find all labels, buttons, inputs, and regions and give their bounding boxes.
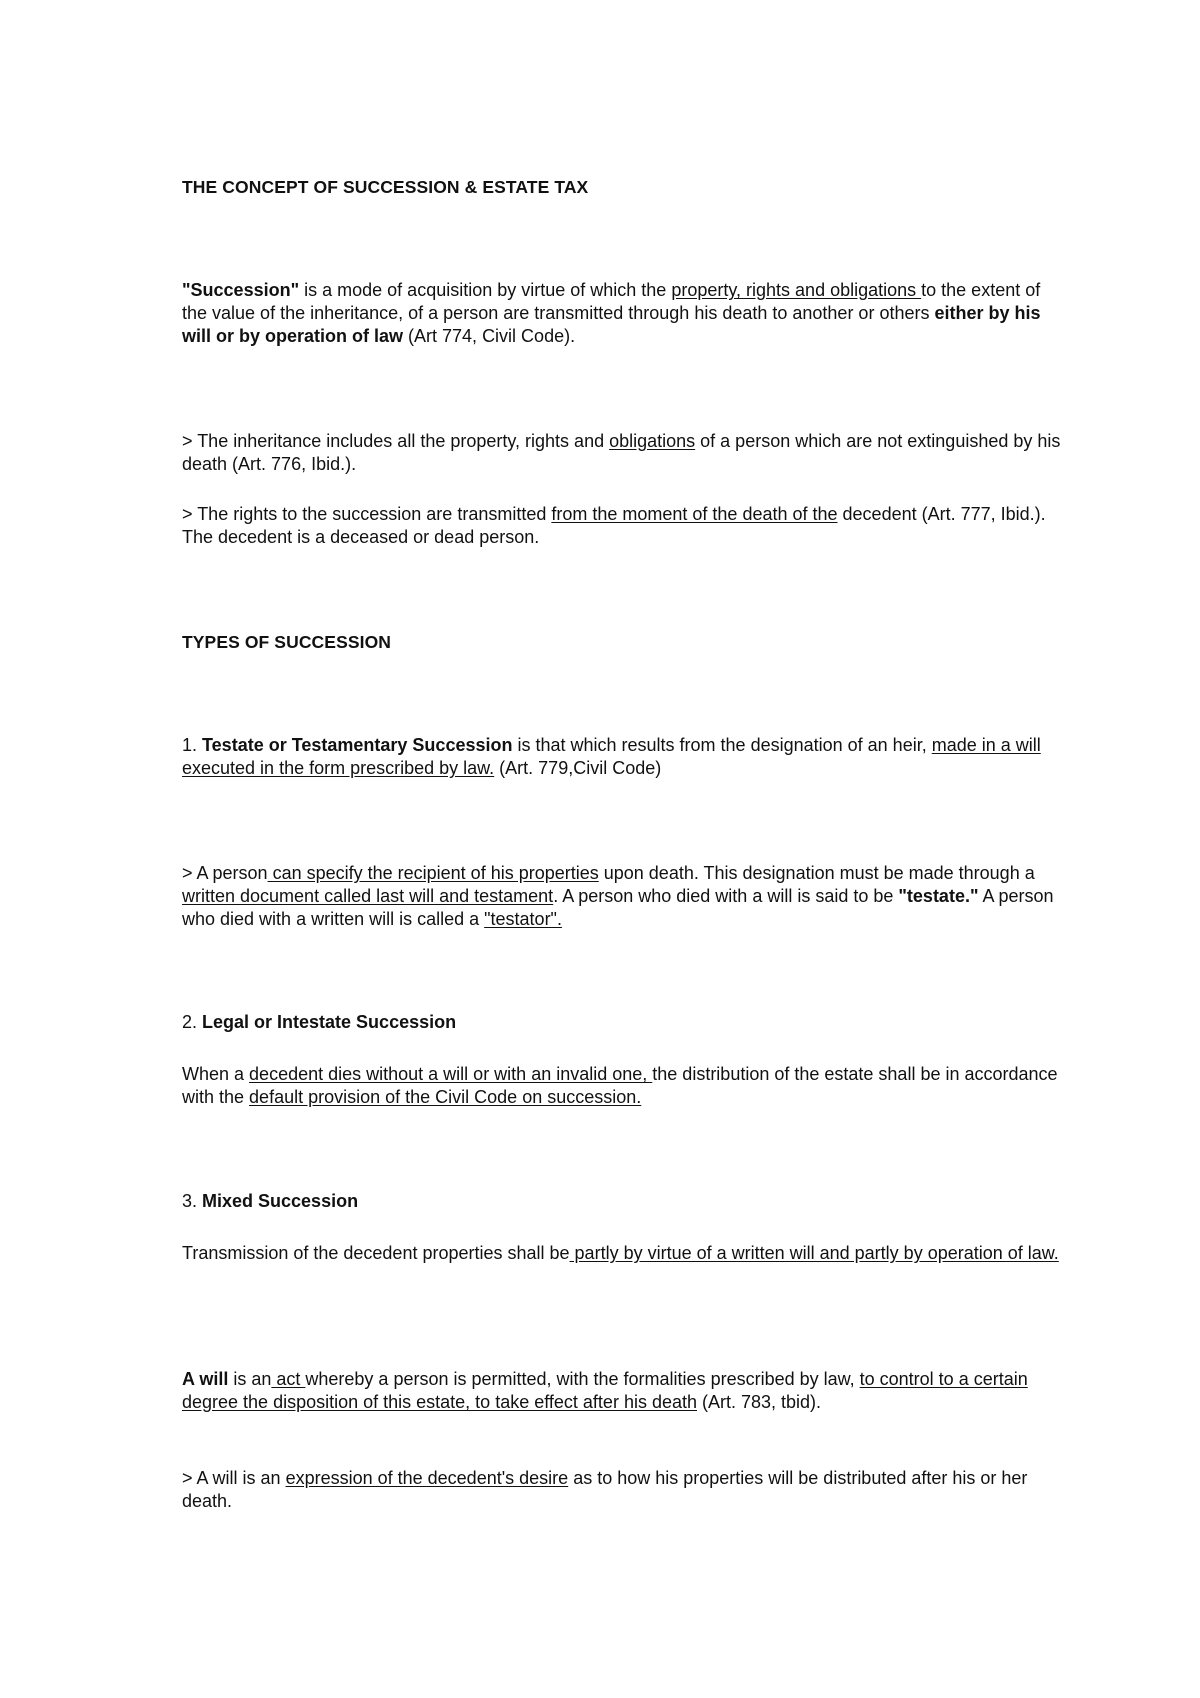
mixed-succession-paragraph <box>182 1242 1062 1265</box>
bold-text: A will <box>182 1369 229 1389</box>
underlined-text: obligations <box>609 431 696 451</box>
will-definition-paragraph <box>182 1368 1062 1414</box>
intestate-paragraph <box>182 1063 1062 1109</box>
text-run: (Art. 783, tbid). <box>697 1392 822 1412</box>
text-run: 1. <box>182 735 203 755</box>
text-run: > The inheritance includes all the property, rights and <box>182 431 610 451</box>
text-run: as to how his properties will be distributed after his or her death. <box>182 1468 1028 1511</box>
document-title: THE CONCEPT OF SUCCESSION & ESTATE TAX <box>182 177 589 197</box>
underlined-text: decedent dies without a will or with an invalid one, <box>249 1064 653 1084</box>
text-run: (Art 774, Civil Code). <box>403 326 576 346</box>
text-run: decedent (Art. 777, Ibid.). The decedent is a deceased or dead person. <box>182 504 1046 547</box>
text-run: > A person <box>182 863 268 883</box>
mixed-succession-heading <box>182 1190 1062 1213</box>
succession-definition-paragraph <box>182 279 1062 348</box>
underlined-text: partly by virtue of a written will and partly by operation of law. <box>569 1243 1059 1263</box>
underlined-text: made in a will executed in the form prescribed by law. <box>182 735 1041 778</box>
underlined-text: property, rights and obligations <box>671 280 922 300</box>
text-run: 3. <box>182 1191 203 1211</box>
text-run: When a <box>182 1064 250 1084</box>
text-run: (Art. 779,Civil Code) <box>494 758 662 778</box>
testator-paragraph <box>182 862 1062 931</box>
bold-text: either by his will or by operation of law <box>182 303 1041 346</box>
succession-term: "Succession" <box>182 280 300 300</box>
bold-text: Legal or Intestate Succession <box>202 1012 457 1032</box>
underlined-text: act <box>271 1369 306 1389</box>
text-run: > The rights to the succession are transmitted <box>182 504 552 524</box>
text-run: A person who died with a written will is called a <box>182 886 1054 929</box>
text-run: Transmission of the decedent properties shall be <box>182 1243 570 1263</box>
bold-text: Mixed Succession <box>202 1191 359 1211</box>
text-run: of a person which are not extinguished by his death (Art. 776, Ibid.). <box>182 431 1061 474</box>
underlined-text: "testator". <box>484 909 562 929</box>
text-run: is that which results from the designation of an heir, <box>512 735 932 755</box>
bold-text: Testate or Testamentary Succession <box>202 735 513 755</box>
underlined-text: from the moment of the death of the <box>551 504 838 524</box>
underlined-text: default provision of the Civil Code on succession. <box>249 1087 642 1107</box>
text-run: > A will is an <box>182 1468 286 1488</box>
legal-succession-heading <box>182 1011 1062 1034</box>
text-run: is an <box>228 1369 272 1389</box>
will-expression-paragraph <box>182 1467 1062 1513</box>
inheritance-paragraph <box>182 430 1062 476</box>
types-heading: TYPES OF SUCCESSION <box>182 632 392 652</box>
underlined-text: expression of the decedent's desire <box>285 1468 569 1488</box>
underlined-text: written document called last will and testament <box>182 886 554 906</box>
text-run: is a mode of acquisition by virtue of which the <box>299 280 672 300</box>
text-run: the distribution of the estate shall be in accordance with the <box>182 1064 1058 1107</box>
text-run: 2. <box>182 1012 203 1032</box>
rights-paragraph <box>182 503 1062 549</box>
text-run: to the extent of the value of the inheritance, of a person are transmitted through his death to another or others <box>182 280 1041 323</box>
text-run: whereby a person is permitted, with the formalities prescribed by law, <box>305 1369 860 1389</box>
underlined-text: to control to a certain degree the disposition of this estate, to take effect after his death <box>182 1369 1028 1412</box>
underlined-text: can specify the recipient of his properties <box>267 863 599 883</box>
text-run: . A person who died with a will is said to be <box>553 886 899 906</box>
testate-succession-paragraph <box>182 734 1062 780</box>
bold-text: "testate." <box>898 886 979 906</box>
text-run: upon death. This designation must be made through a <box>598 863 1035 883</box>
